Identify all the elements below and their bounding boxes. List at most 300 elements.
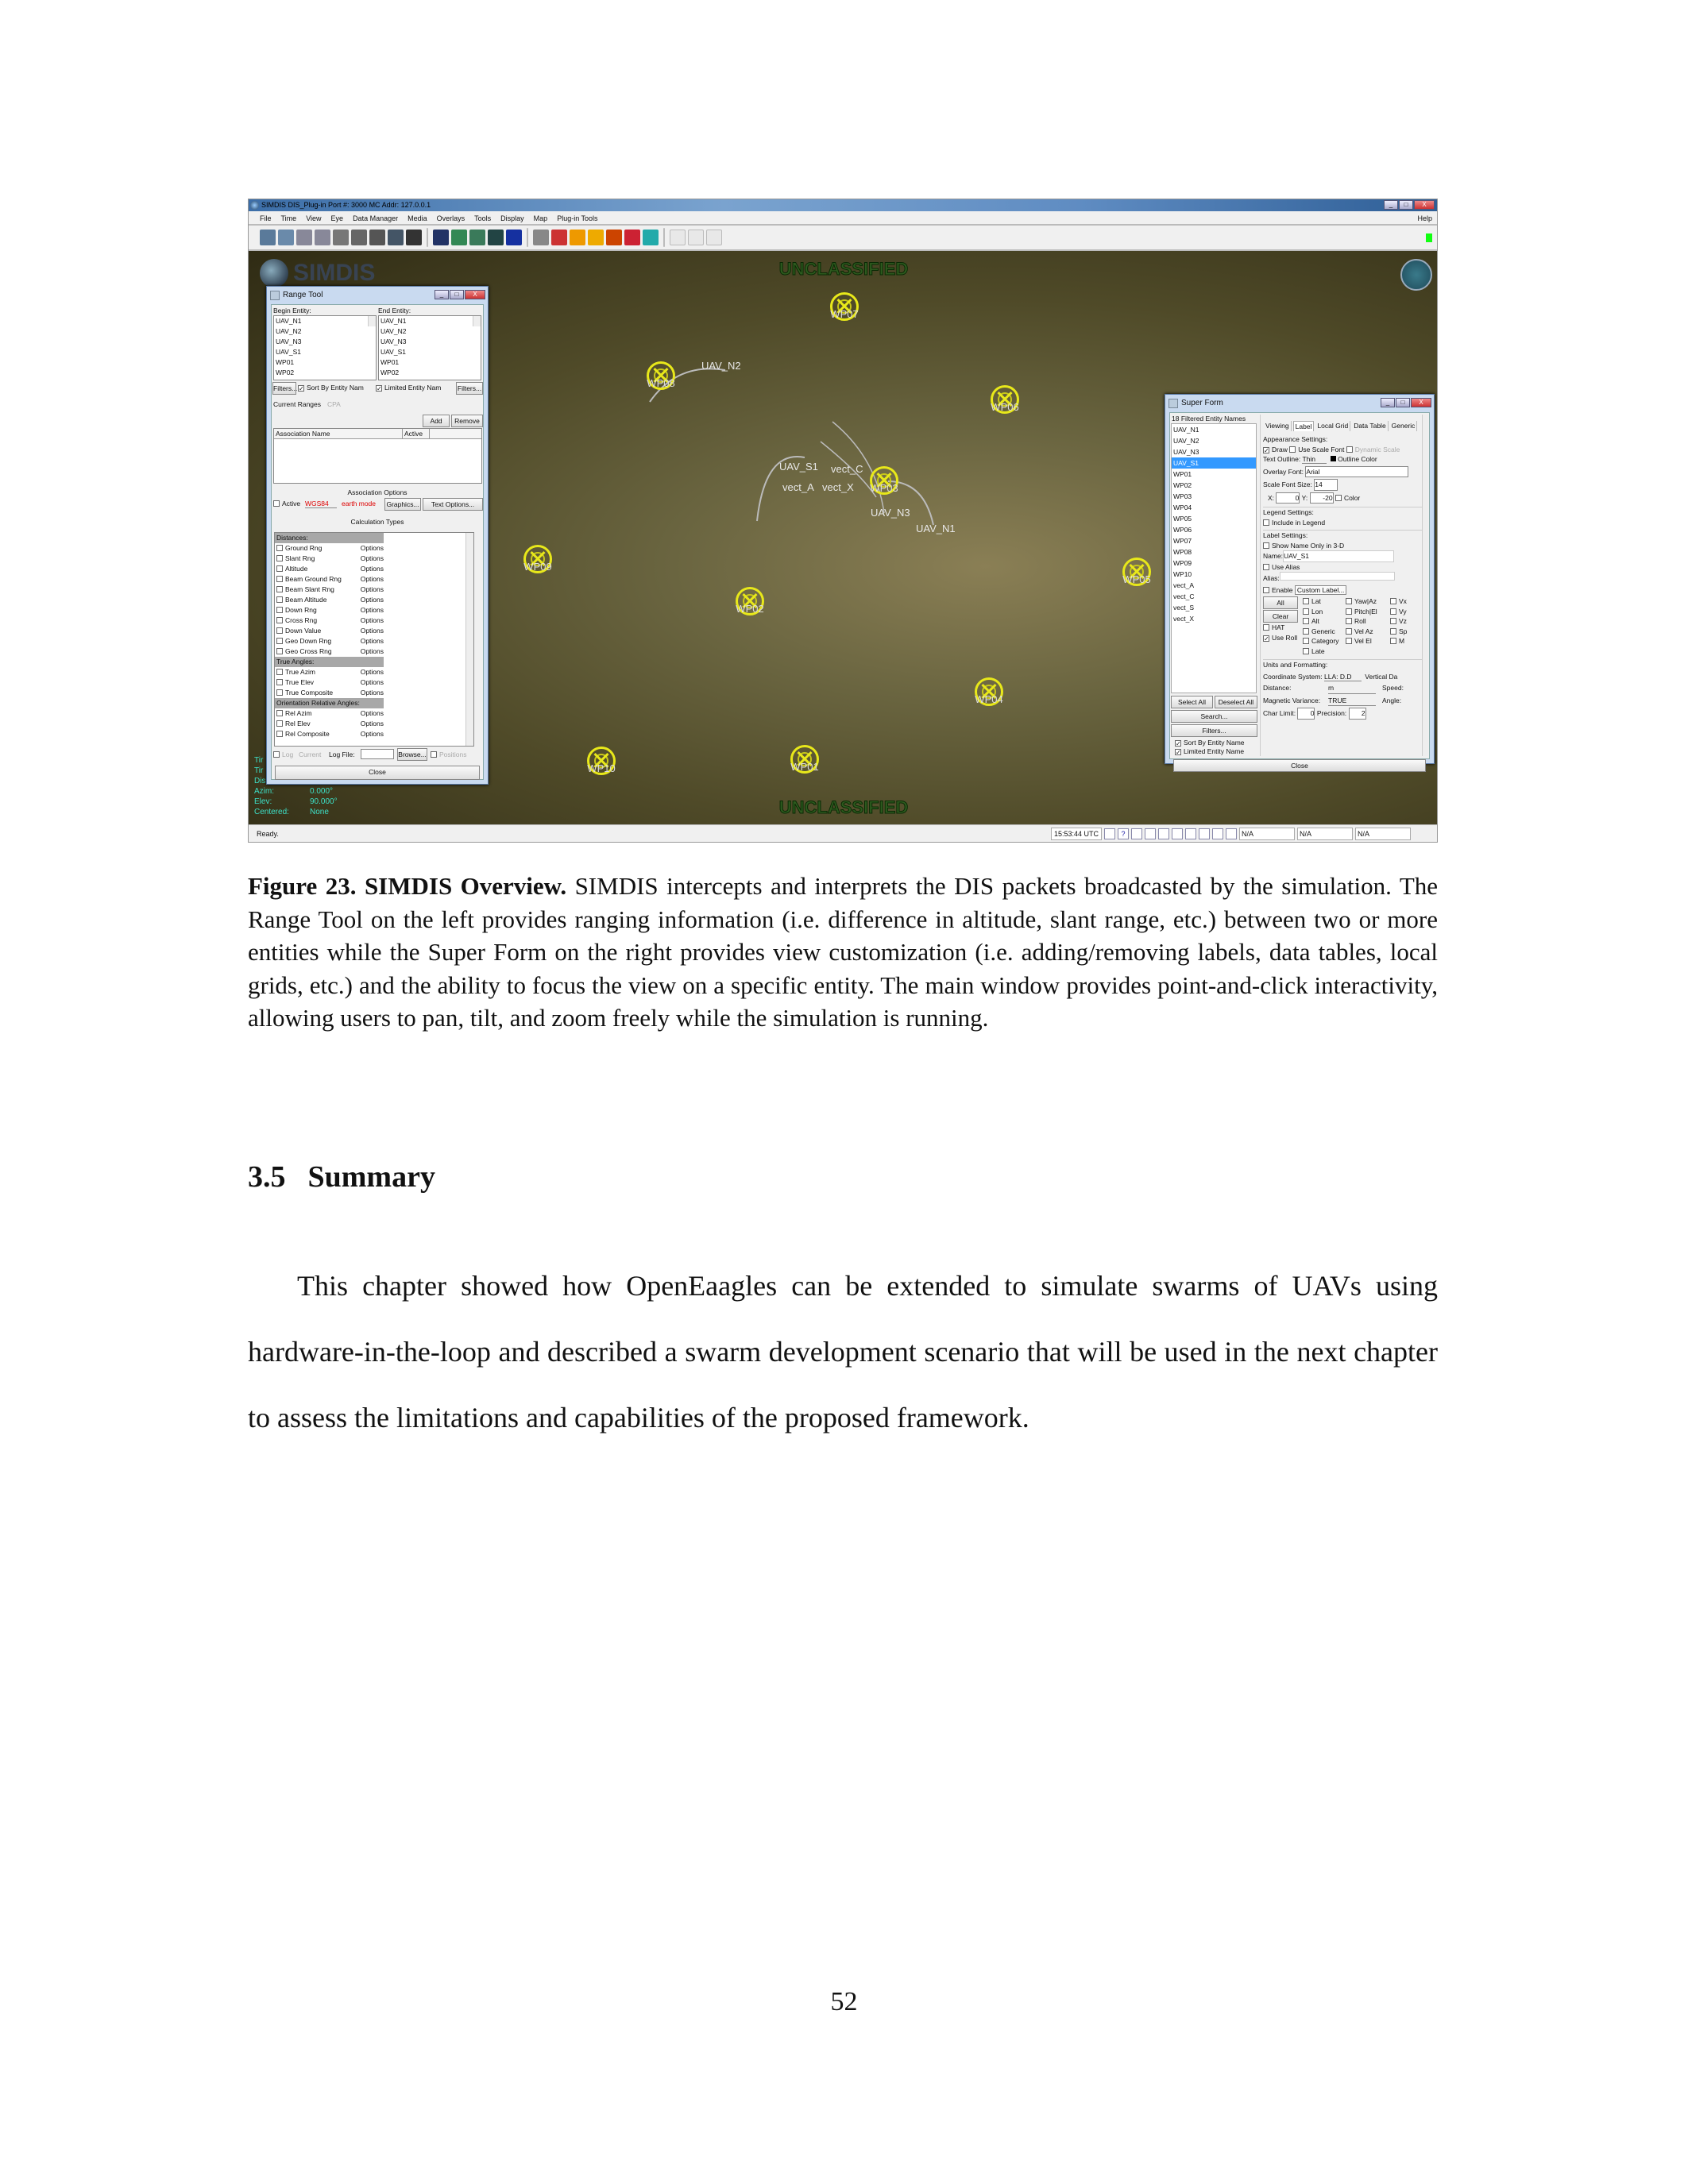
calc-type-checkbox[interactable] <box>276 543 361 554</box>
entity-list-item[interactable]: WP01 <box>276 358 295 366</box>
checkbox-icon[interactable] <box>276 669 283 675</box>
checkbox-icon[interactable] <box>276 731 283 737</box>
sf-maximize-button[interactable]: □ <box>1396 398 1410 407</box>
entity-list-item[interactable]: UAV_N2 <box>1173 437 1199 445</box>
sf-minimize-button[interactable]: _ <box>1381 398 1395 407</box>
options-link[interactable]: Options <box>360 554 384 562</box>
toolbar-tool-icon[interactable] <box>606 230 622 245</box>
calc-type-row[interactable] <box>275 708 384 719</box>
label-field-checkbox[interactable] <box>1303 616 1346 627</box>
entity-list-item[interactable]: UAV_N1 <box>276 317 302 325</box>
earth-mode-select[interactable]: earth mode <box>342 500 376 507</box>
menu-bar <box>249 211 1437 226</box>
label-field-checkbox[interactable] <box>1390 627 1414 637</box>
checkbox-icon[interactable] <box>1346 618 1352 624</box>
limited-entity-name-checkbox[interactable]: ✓ Limited Entity Name <box>1176 747 1245 756</box>
entity-list-item[interactable]: WP09 <box>1173 559 1192 567</box>
sf-close-x-button[interactable]: X <box>1411 398 1431 407</box>
menu-file[interactable]: File <box>260 214 272 222</box>
entity-list-item[interactable]: vect_C <box>1173 592 1195 600</box>
options-link[interactable]: Options <box>360 565 384 573</box>
calc-type-checkbox[interactable] <box>276 677 361 688</box>
help-icon[interactable]: ? <box>1118 828 1129 839</box>
toolbar <box>249 226 1437 251</box>
calc-type-row[interactable] <box>275 677 384 688</box>
entity-list-item[interactable]: WP01 <box>380 358 400 366</box>
use-roll-checkbox[interactable]: ✓ Use Roll <box>1264 633 1298 642</box>
show-name-only-3d-checkbox[interactable]: Show Name Only in 3-D <box>1263 541 1428 551</box>
options-link[interactable]: Options <box>360 720 384 727</box>
toolbar-tool-icon[interactable] <box>351 230 367 245</box>
add-range-button[interactable]: Add <box>423 415 450 427</box>
name-input[interactable]: UAV_S1 <box>1283 550 1394 562</box>
tab-viewing[interactable]: Viewing <box>1264 421 1292 431</box>
toolbar-tool-icon[interactable] <box>469 230 485 245</box>
menu-eye[interactable]: Eye <box>330 214 344 222</box>
include-in-legend-checkbox[interactable]: Include in Legend <box>1263 518 1428 528</box>
tab-local-grid[interactable]: Local Grid <box>1315 421 1350 431</box>
calc-type-checkbox[interactable] <box>276 564 361 574</box>
waypoint-marker[interactable] <box>789 743 821 775</box>
entity-list-item[interactable]: UAV_N3 <box>380 338 407 345</box>
pointer-icon[interactable] <box>1131 828 1142 839</box>
calc-type-checkbox[interactable] <box>276 585 361 595</box>
all-fields-button[interactable]: All <box>1263 596 1298 609</box>
calc-type-checkbox[interactable] <box>276 729 361 739</box>
label-field-name: Pitch|El <box>1354 607 1377 615</box>
active-checkbox[interactable]: Active <box>273 500 300 507</box>
sort-by-name-checkbox[interactable]: ✓ Sort By Entity Nam <box>299 384 364 392</box>
checkbox-icon[interactable] <box>1346 598 1352 604</box>
options-link[interactable]: Options <box>360 616 384 624</box>
toolbar-tool-icon[interactable] <box>406 230 422 245</box>
overlay-value: 0.000° <box>310 787 334 796</box>
label-field-name: Vx <box>1399 597 1407 605</box>
graphics-button[interactable]: Graphics... <box>384 498 421 511</box>
options-link[interactable]: Options <box>360 606 384 614</box>
calc-type-row[interactable] <box>275 605 384 615</box>
entity-list-item[interactable]: vect_S <box>1173 604 1194 612</box>
options-link[interactable]: Options <box>360 689 384 696</box>
tab-data-table[interactable]: Data Table <box>1352 421 1388 431</box>
menu-display[interactable]: Display <box>500 214 524 222</box>
calc-type-row[interactable] <box>275 636 384 646</box>
toolbar-tool-icon[interactable] <box>278 230 294 245</box>
checkbox-icon[interactable] <box>1303 638 1309 644</box>
calc-type-row[interactable] <box>275 543 384 554</box>
toolbar-tool-icon[interactable] <box>369 230 385 245</box>
menu-time[interactable]: Time <box>280 214 297 222</box>
checkbox-icon[interactable] <box>276 617 283 623</box>
x-offset-spinner[interactable]: 0 <box>1276 492 1300 504</box>
positions-checkbox[interactable]: Positions <box>431 751 467 758</box>
menu-data-manager[interactable]: Data Manager <box>353 214 399 222</box>
checkbox-icon[interactable] <box>276 638 283 644</box>
calc-type-row[interactable] <box>275 585 384 595</box>
menu-map[interactable]: Map <box>533 214 548 222</box>
label-field-checkbox[interactable] <box>1390 636 1414 646</box>
scale-font-size-label: Scale Font Size: <box>1263 480 1312 488</box>
checkbox-icon[interactable] <box>1346 628 1352 635</box>
toolbar-tool-icon[interactable] <box>433 230 449 245</box>
calc-type-row[interactable] <box>275 564 384 574</box>
measure-icon[interactable] <box>1226 828 1237 839</box>
outline-color-swatch[interactable] <box>1331 456 1336 461</box>
entity-list-item[interactable]: WP08 <box>1173 548 1192 556</box>
waypoint-marker[interactable] <box>868 465 900 496</box>
entity-list-item[interactable]: WP10 <box>1173 570 1192 578</box>
checkbox-icon[interactable] <box>276 648 283 654</box>
entity-list-item[interactable]: WP02 <box>380 369 400 376</box>
minimize-button[interactable]: _ <box>1384 200 1398 210</box>
options-link[interactable]: Options <box>360 668 384 676</box>
label-field-checkbox[interactable] <box>1390 607 1414 617</box>
entity-list-item[interactable]: UAV_N2 <box>276 327 302 335</box>
entity-list-item[interactable]: WP05 <box>1173 515 1192 523</box>
checkbox-icon[interactable] <box>276 720 283 727</box>
scale-font-size-input[interactable]: 14 <box>1314 479 1338 491</box>
options-link[interactable]: Options <box>360 637 384 645</box>
magnetic-variance-select[interactable]: TRUE <box>1328 696 1376 707</box>
label-field-name: Generic <box>1311 627 1335 635</box>
options-link[interactable]: Options <box>360 627 384 635</box>
toolbar-tool-icon[interactable] <box>570 230 585 245</box>
hat-checkbox[interactable]: HAT <box>1263 623 1300 633</box>
text-options-button[interactable]: Text Options... <box>423 498 483 511</box>
checkbox-icon[interactable] <box>1390 618 1396 624</box>
overlay-value: 90.000° <box>310 797 338 806</box>
use-alias-checkbox[interactable]: Use Alias <box>1263 562 1428 573</box>
calc-type-row[interactable] <box>275 688 384 698</box>
calc-type-row[interactable] <box>275 595 384 605</box>
toolbar-separator <box>663 228 665 247</box>
dynamic-scale-checkbox[interactable]: Dynamic Scale <box>1346 446 1400 453</box>
utc-clock: 15:53:44 UTC <box>1051 828 1102 840</box>
entity-list-item[interactable]: WP07 <box>1173 537 1192 545</box>
distance-units-select[interactable]: m <box>1328 683 1376 694</box>
clear-fields-button[interactable]: Clear <box>1263 610 1298 623</box>
calc-type-row[interactable] <box>275 615 384 626</box>
checkbox-icon[interactable] <box>276 689 283 696</box>
waypoint-marker[interactable] <box>522 543 554 575</box>
calc-type-checkbox[interactable] <box>276 719 361 729</box>
tab-cpa[interactable]: CPA <box>327 400 341 408</box>
calc-scrollbar[interactable] <box>465 533 473 746</box>
log-file-input[interactable] <box>361 749 394 759</box>
connection-status-indicator <box>1426 233 1432 242</box>
hand-icon[interactable] <box>1185 828 1196 839</box>
entity-label[interactable]: vect_C <box>831 463 863 475</box>
toolbar-tool-icon[interactable] <box>670 230 686 245</box>
toolbar-tool-icon[interactable] <box>706 230 722 245</box>
waypoint-marker[interactable] <box>734 585 766 617</box>
remove-range-button[interactable]: Remove <box>451 415 483 427</box>
super-form-close-button[interactable]: Close <box>1173 759 1426 772</box>
entity-label[interactable]: vect_X <box>822 481 854 493</box>
tab-current-ranges[interactable]: Current Ranges <box>273 400 322 408</box>
begin-filters-button[interactable]: Filters... <box>272 382 296 395</box>
entity-list-item[interactable]: UAV_S1 <box>276 348 301 356</box>
overlay-key: Tir <box>254 766 264 775</box>
status-bar <box>249 824 1437 843</box>
char-limit-spinner[interactable]: 0 <box>1297 708 1315 720</box>
waypoint-marker[interactable] <box>829 291 860 322</box>
calc-type-row[interactable] <box>275 667 384 677</box>
search-button[interactable]: Search... <box>1171 710 1257 723</box>
text-outline-label: Text Outline: <box>1263 455 1301 463</box>
menu-tools[interactable]: Tools <box>474 214 492 222</box>
options-link[interactable]: Options <box>360 678 384 686</box>
toolbar-tool-icon[interactable] <box>488 230 504 245</box>
draw-checkbox[interactable]: ✓ Draw <box>1264 445 1288 454</box>
window-title: SIMDIS DIS_Plug-in Port #: 3000 MC Addr: 127.0.0.1 <box>261 201 431 209</box>
calc-type-checkbox[interactable] <box>276 646 361 657</box>
label-field-checkbox[interactable] <box>1346 627 1390 637</box>
label-field-checkbox[interactable] <box>1390 616 1414 627</box>
entity-list-item[interactable]: UAV_N1 <box>380 317 407 325</box>
entity-list-item[interactable]: UAV_N2 <box>380 327 407 335</box>
calc-type-checkbox[interactable] <box>276 667 361 677</box>
options-link[interactable]: Options <box>360 596 384 604</box>
entity-label[interactable]: UAV_S1 <box>779 461 818 473</box>
checkbox-icon[interactable] <box>1303 608 1309 615</box>
entity-label[interactable]: UAV_N1 <box>916 523 956 534</box>
checkbox-icon[interactable] <box>276 545 283 551</box>
coordinate-system-select[interactable]: LLA: D.D <box>1324 673 1362 681</box>
log-checkbox[interactable]: Log <box>273 751 293 758</box>
entity-list-item[interactable]: UAV_S1 <box>380 348 406 356</box>
label-field-name: Vy <box>1399 607 1407 615</box>
overlay-font-label: Overlay Font: <box>1263 467 1304 476</box>
calc-type-row[interactable] <box>275 729 384 739</box>
label-field-checkbox[interactable] <box>1346 607 1390 617</box>
checkbox-icon[interactable] <box>276 565 283 572</box>
current-button[interactable]: Current <box>299 751 322 758</box>
caption-label: Figure 23. <box>248 872 357 900</box>
waypoint-label: WP04 <box>975 693 1003 705</box>
label-field-checkbox[interactable] <box>1390 596 1414 607</box>
checkbox-icon[interactable] <box>276 627 283 634</box>
label-field-name: Yaw|Az <box>1354 597 1377 605</box>
waypoint-marker[interactable] <box>585 745 617 777</box>
end-entity-label: End Entity: <box>378 307 411 314</box>
calc-type-checkbox[interactable] <box>276 708 361 719</box>
checkbox-icon[interactable] <box>1303 598 1309 604</box>
overlay-font-select[interactable]: Arial <box>1305 466 1408 478</box>
checkbox-icon[interactable] <box>1303 648 1309 654</box>
label-field-checkbox[interactable] <box>1303 607 1346 617</box>
toolbar-tool-icon[interactable] <box>551 230 567 245</box>
options-link[interactable]: Options <box>360 585 384 593</box>
alias-input[interactable] <box>1280 572 1395 581</box>
section-title: Summary <box>307 1160 435 1194</box>
entity-label[interactable]: UAV_N3 <box>871 507 910 519</box>
enable-custom-label-checkbox[interactable]: Enable <box>1263 586 1292 594</box>
checkbox-icon[interactable] <box>1390 638 1396 644</box>
calc-type-checkbox[interactable] <box>276 605 361 615</box>
maximize-button[interactable]: □ <box>1399 200 1413 210</box>
label-field-checkbox[interactable] <box>1346 616 1390 627</box>
options-link[interactable]: Options <box>360 730 384 738</box>
toolbar-tool-icon[interactable] <box>643 230 659 245</box>
menu-help[interactable]: Help <box>1417 214 1432 222</box>
label-field-checkbox[interactable] <box>1303 596 1346 607</box>
color-checkbox[interactable]: Color <box>1335 494 1360 502</box>
checkbox-icon[interactable] <box>1346 638 1352 644</box>
calc-type-row[interactable] <box>275 574 384 585</box>
tab-generic[interactable]: Generic <box>1390 421 1418 431</box>
calc-type-checkbox[interactable] <box>276 595 361 605</box>
datum-select[interactable]: WGS84 <box>305 500 337 508</box>
range-minimize-button[interactable]: _ <box>435 290 449 299</box>
filters-button[interactable]: Filters... <box>1171 724 1257 737</box>
units-formatting-heading: Units and Formatting: <box>1263 659 1428 670</box>
entity-list-item[interactable]: UAV_S1 <box>1172 457 1256 469</box>
checkbox-icon[interactable] <box>276 596 283 603</box>
precision-spinner[interactable]: 2 <box>1349 708 1366 720</box>
options-link[interactable]: Options <box>360 544 384 552</box>
range-close-button[interactable]: Close <box>275 766 480 780</box>
label-field-checkbox[interactable] <box>1346 596 1390 607</box>
tab-label[interactable]: Label <box>1293 421 1315 431</box>
checkbox-icon[interactable] <box>1390 598 1396 604</box>
options-link[interactable]: Options <box>360 647 384 655</box>
alias-label: Alias: <box>1263 574 1280 582</box>
begin-entity-list[interactable] <box>273 315 377 380</box>
calc-type-row[interactable] <box>275 719 384 729</box>
label-field-checkbox[interactable] <box>1303 636 1346 646</box>
label-field-checkbox[interactable] <box>1346 636 1390 646</box>
calc-type-checkbox[interactable] <box>276 554 361 564</box>
restore-view-icon[interactable] <box>1104 828 1115 839</box>
appearance-settings-heading: Appearance Settings: <box>1263 435 1328 443</box>
calc-type-checkbox[interactable] <box>276 615 361 626</box>
status-text: Ready. <box>257 830 279 838</box>
entity-list-item[interactable]: WP02 <box>276 369 295 376</box>
custom-label-button[interactable]: Custom Label... <box>1295 585 1347 595</box>
limited-entity-name-checkbox[interactable]: ✓ Limited Entity Nam <box>377 384 442 392</box>
toolbar-tool-icon[interactable] <box>624 230 640 245</box>
overlay-key: Azim: <box>254 787 274 796</box>
checkbox-icon[interactable] <box>1346 608 1352 615</box>
waypoint-marker[interactable] <box>989 384 1021 415</box>
tilt-icon[interactable] <box>1172 828 1183 839</box>
overlay-key: Tir <box>254 756 264 765</box>
calc-type-row[interactable] <box>275 626 384 636</box>
entity-list-item[interactable]: WP06 <box>1173 526 1192 534</box>
select-all-button[interactable]: Select All <box>1171 696 1213 708</box>
text-outline-select[interactable]: Thin <box>1302 455 1327 464</box>
label-field-checkbox[interactable] <box>1303 646 1346 657</box>
calculation-types-list[interactable] <box>274 532 474 747</box>
center-icon[interactable] <box>1199 828 1210 839</box>
toolbar-tool-icon[interactable] <box>506 230 522 245</box>
calc-type-checkbox[interactable] <box>276 626 361 636</box>
toolbar-tool-icon[interactable] <box>315 230 330 245</box>
browse-button[interactable]: Browse... <box>397 748 427 761</box>
entity-list-item[interactable]: WP03 <box>1173 492 1192 500</box>
calc-type-checkbox[interactable] <box>276 574 361 585</box>
range-icon[interactable] <box>1145 828 1156 839</box>
toolbar-tool-icon[interactable] <box>333 230 349 245</box>
calc-type-label: Down Value <box>285 627 322 635</box>
hud-icon[interactable] <box>1212 828 1223 839</box>
checkbox-icon[interactable] <box>276 555 283 561</box>
checkbox-icon[interactable] <box>276 710 283 716</box>
toolbar-tool-icon[interactable] <box>451 230 467 245</box>
use-scale-font-checkbox[interactable]: Use Scale Font <box>1289 446 1344 453</box>
range-close-x-button[interactable]: X <box>465 290 485 299</box>
association-table[interactable] <box>273 428 482 484</box>
checkbox-icon[interactable] <box>1390 628 1396 635</box>
end-filters-button[interactable]: Filters... <box>456 382 483 395</box>
options-link[interactable]: Options <box>360 709 384 717</box>
calc-type-checkbox[interactable] <box>276 688 361 698</box>
sort-by-entity-name-checkbox[interactable]: ✓ Sort By Entity Name <box>1176 739 1245 747</box>
pan-icon[interactable] <box>1158 828 1169 839</box>
entity-list-item[interactable]: WP04 <box>1173 504 1192 511</box>
deselect-all-button[interactable]: Deselect All <box>1215 696 1257 708</box>
menu-media[interactable]: Media <box>408 214 427 222</box>
checkbox-icon[interactable] <box>1303 628 1309 635</box>
calc-type-label: Beam Slant Rng <box>285 585 334 593</box>
waypoint-marker[interactable] <box>1121 556 1153 588</box>
entity-list-item[interactable]: vect_X <box>1173 615 1194 623</box>
range-maximize-button[interactable]: □ <box>450 290 464 299</box>
menu-plug-in-tools[interactable]: Plug-in Tools <box>557 214 598 222</box>
entity-label[interactable]: vect_A <box>782 481 814 493</box>
waypoint-label: WP06 <box>991 401 1019 413</box>
toolbar-tool-icon[interactable] <box>688 230 704 245</box>
checkbox-icon[interactable] <box>276 576 283 582</box>
menu-overlays[interactable]: Overlays <box>436 214 465 222</box>
entity-name-list[interactable] <box>1171 423 1257 693</box>
range-icon <box>270 291 280 300</box>
toolbar-tool-icon[interactable] <box>533 230 549 245</box>
entity-list-item[interactable]: UAV_N3 <box>1173 448 1199 456</box>
y-offset-spinner[interactable]: -20 <box>1310 492 1334 504</box>
entity-list-item[interactable]: vect_A <box>1173 581 1194 589</box>
checkbox-icon[interactable] <box>276 679 283 685</box>
entity-list-item[interactable]: WP02 <box>1173 481 1192 489</box>
toolbar-tool-icon[interactable] <box>388 230 404 245</box>
end-entity-list[interactable] <box>378 315 481 380</box>
checkbox-icon[interactable] <box>1390 608 1396 615</box>
entity-label[interactable]: UAV_N2 <box>701 360 741 372</box>
label-field-name: Lat <box>1311 597 1321 605</box>
checkbox-icon[interactable] <box>276 586 283 592</box>
toolbar-tool-icon[interactable] <box>260 230 276 245</box>
toolbar-tool-icon[interactable] <box>588 230 604 245</box>
menu-view[interactable]: View <box>306 214 322 222</box>
checkbox-icon[interactable] <box>276 607 283 613</box>
close-button[interactable]: X <box>1414 200 1435 210</box>
label-field-checkbox[interactable] <box>1303 627 1346 637</box>
super-form-dialog <box>1165 394 1435 770</box>
toolbar-tool-icon[interactable] <box>296 230 312 245</box>
options-link[interactable]: Options <box>360 575 384 583</box>
checkbox-icon[interactable] <box>1303 618 1309 624</box>
calc-type-checkbox[interactable] <box>276 636 361 646</box>
calc-type-row[interactable] <box>275 646 384 657</box>
entity-list-item[interactable]: UAV_N3 <box>276 338 302 345</box>
entity-list-item[interactable]: UAV_N1 <box>1173 426 1199 434</box>
panel-scrollbar[interactable] <box>1422 415 1428 756</box>
waypoint-marker[interactable] <box>645 360 677 392</box>
waypoint-marker[interactable] <box>973 676 1005 708</box>
calc-type-row[interactable] <box>275 554 384 564</box>
entity-list-item[interactable]: WP01 <box>1173 470 1192 478</box>
